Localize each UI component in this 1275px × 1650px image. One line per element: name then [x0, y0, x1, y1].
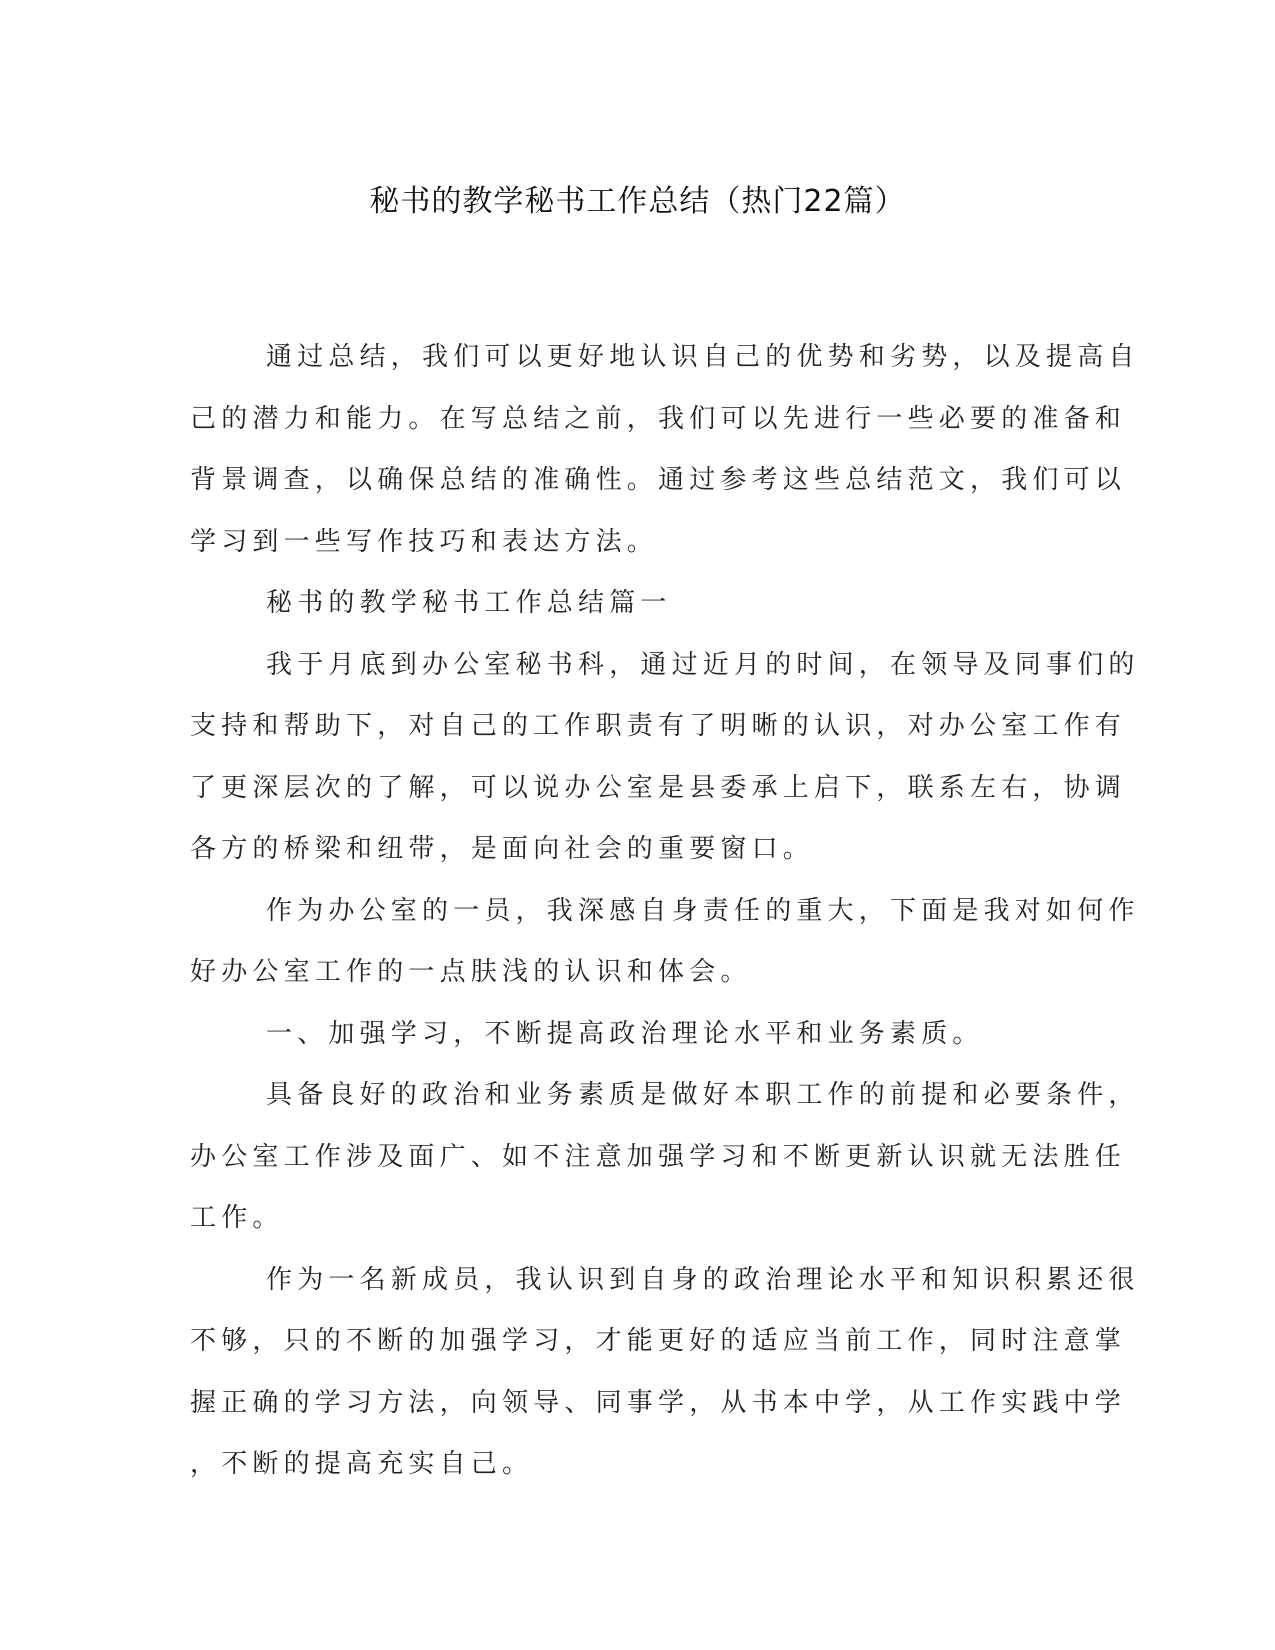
- paragraph-line: 作为办公室的一员，我深感自身责任的重大，下面是我对如何作: [266, 895, 1140, 926]
- paragraph-line: 我于月底到办公室秘书科，通过近月的时间，在领导及同事们的: [266, 649, 1140, 680]
- paragraph-line: 办公室工作涉及面广、如不注意加强学习和不断更新认识就无法胜任: [190, 1141, 1127, 1172]
- paragraph-line: 各方的桥梁和纽带，是面向社会的重要窗口。: [190, 834, 815, 864]
- document-title: 秘书的教学秘书工作总结（热门22篇）: [369, 184, 906, 219]
- paragraph-line: 好办公室工作的一点肤浅的认识和体会。: [190, 957, 752, 987]
- paragraph-line: 作为一名新成员，我认识到自身的政治理论水平和知识积累还很: [266, 1264, 1140, 1295]
- paragraph-line: 己的潜力和能力。在写总结之前，我们可以先进行一些必要的准备和: [190, 403, 1127, 434]
- paragraph-line: 了更深层次的了解，可以说办公室是县委承上启下，联系左右，协调: [190, 772, 1127, 803]
- paragraph-line: 握正确的学习方法，向领导、同事学，从书本中学，从工作实践中学: [190, 1387, 1127, 1418]
- paragraph-line: 一、加强学习，不断提高政治理论水平和业务素质。: [266, 1018, 984, 1049]
- paragraph-line: 通过总结，我们可以更好地认识自己的优势和劣势，以及提高自: [266, 342, 1140, 372]
- document-body: [190, 327, 1140, 1496]
- paragraph-line: 学习到一些写作技巧和表达方法。: [190, 526, 659, 557]
- paragraph-line: 不够，只的不断的加强学习，才能更好的适应当前工作，同时注意掌: [190, 1326, 1127, 1356]
- paragraph-line: ，不断的提高充实自己。: [190, 1449, 534, 1479]
- paragraph-line: 具备良好的政治和业务素质是做好本职工作的前提和必要条件，: [266, 1080, 1140, 1110]
- paragraph-line: 支持和帮助下，对自己的工作职责有了明晰的认识，对办公室工作有: [190, 711, 1127, 741]
- paragraph-line: 秘书的教学秘书工作总结篇一: [266, 588, 672, 618]
- paragraph-line: 背景调查，以确保总结的准确性。通过参考这些总结范文，我们可以: [190, 465, 1127, 495]
- paragraph-line: 工作。: [190, 1203, 284, 1233]
